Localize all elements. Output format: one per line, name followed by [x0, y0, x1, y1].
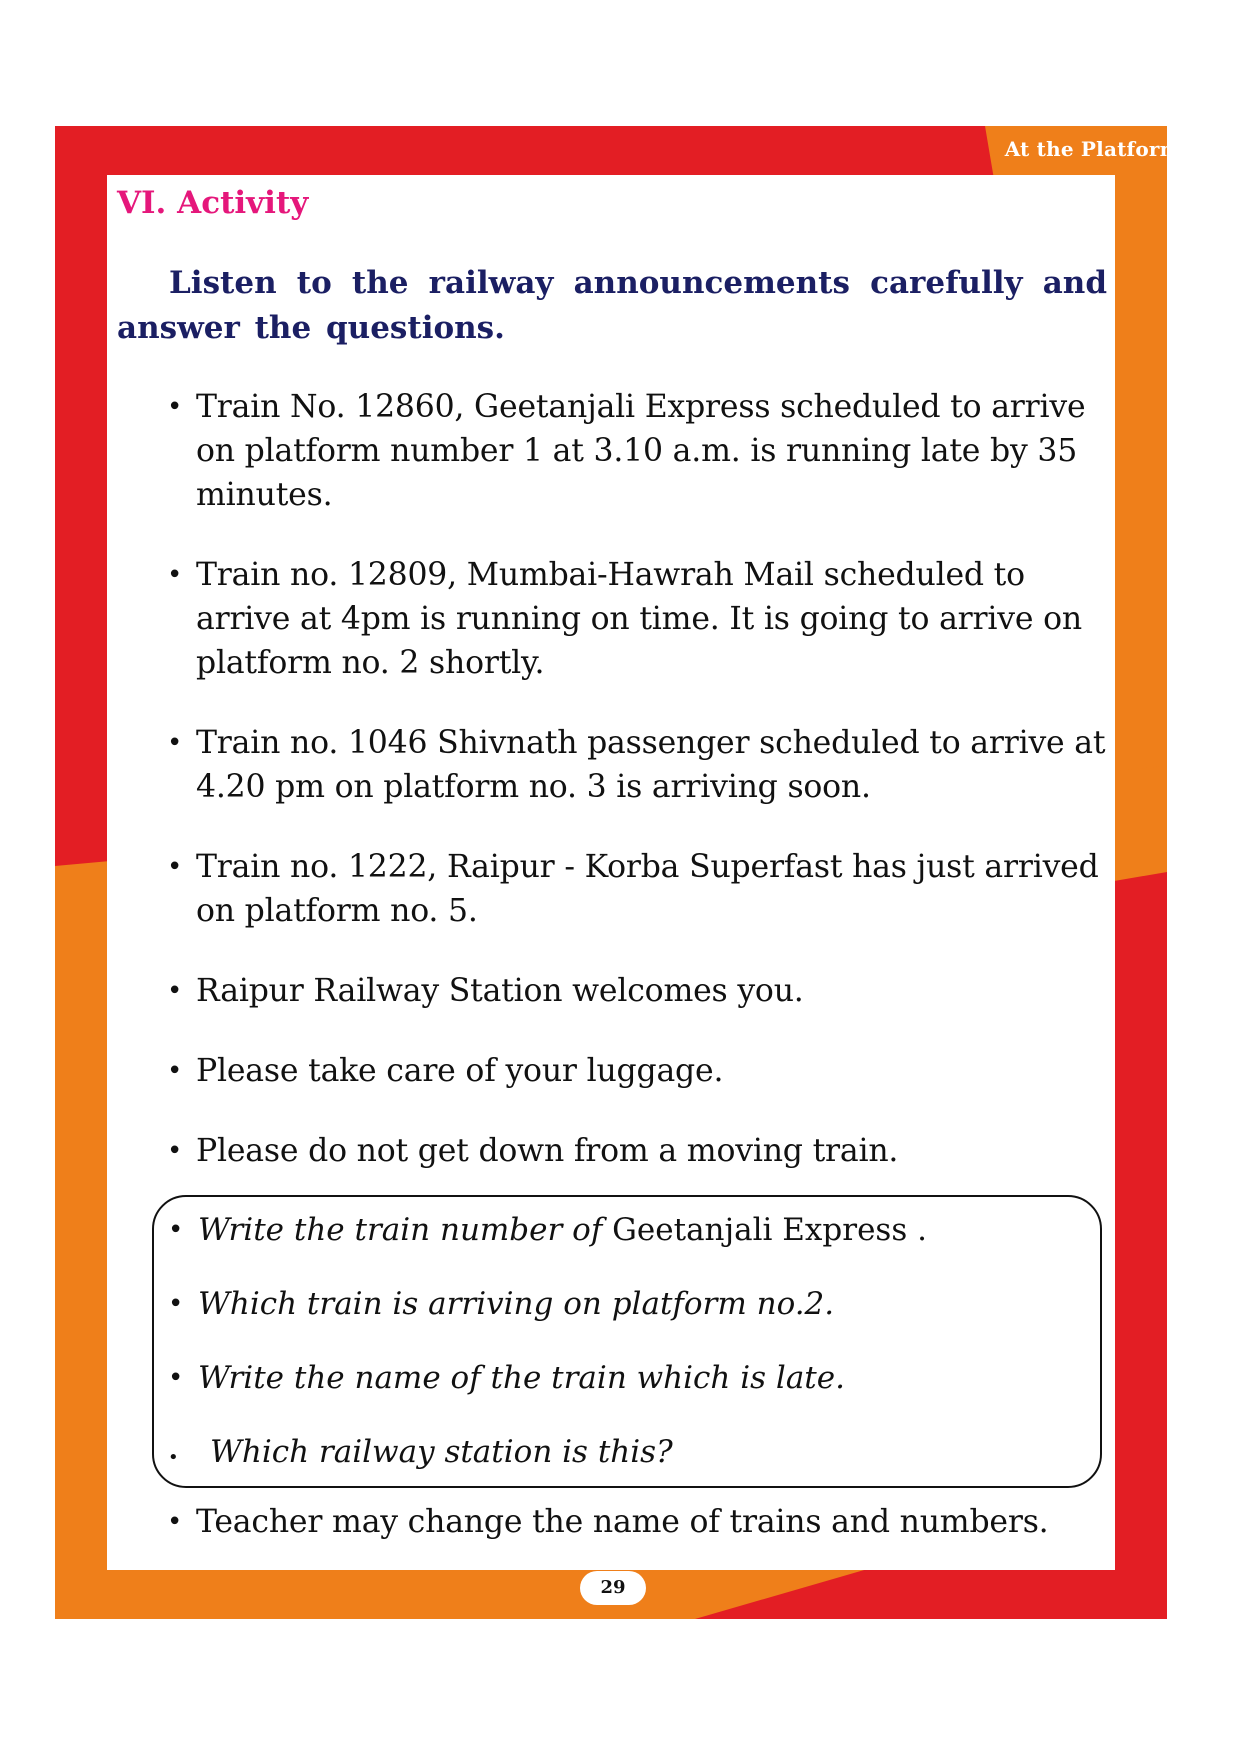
chapter-title: At the Platform — [1004, 137, 1181, 161]
question-item — [168, 1356, 1088, 1430]
bullet-icon: • — [167, 976, 183, 1006]
announcement-text: Train No. 12860, Geetanjali Express scheduled to arrive on platform number 1 at 3.10 a.m. is running late by 35 minutes. — [196, 389, 1086, 513]
question-text: Which railway station is this? — [210, 1434, 673, 1470]
announcement-text: Raipur Railway Station welcomes you. — [196, 973, 804, 1009]
announcement-text: Train no. 1046 Shivnath passenger scheduled to arrive at 4.20 pm on platform no. 3 is arriving soon. — [196, 725, 1106, 805]
bullet-icon: • — [167, 560, 183, 590]
section-title: VI. Activity — [117, 185, 309, 221]
question-list — [168, 1208, 1088, 1504]
announcement-item — [167, 1129, 1117, 1173]
bullet-icon: • — [167, 728, 183, 758]
activity-instruction: Listen to the railway announcements carefully and answer the questions. — [117, 265, 1107, 346]
announcement-text: Please take care of your luggage. — [196, 1053, 724, 1089]
announcement-item — [167, 553, 1117, 685]
announcement-item — [167, 969, 1117, 1013]
question-text: Write the train number of — [198, 1212, 603, 1248]
questions-box — [152, 1195, 1102, 1488]
question-text: Which train is arriving on platform no.2. — [198, 1286, 835, 1322]
teacher-note-text: Teacher may change the name of trains and numbers. — [196, 1504, 1049, 1540]
announcement-text: Train no. 12809, Mumbai-Hawrah Mail scheduled to arrive at 4pm is running on time. It is going to arrive on platform no. 2 shortly. — [196, 557, 1082, 681]
announcement-list — [167, 385, 1117, 1209]
bullet-icon: • — [167, 1507, 183, 1537]
question-subject: Geetanjali Express . — [602, 1212, 927, 1248]
content-panel — [107, 175, 1115, 1570]
bullet-icon: • — [167, 1136, 183, 1166]
teacher-note — [167, 1500, 1146, 1544]
bullet-icon: • — [168, 1289, 184, 1319]
bullet-icon: • — [167, 852, 183, 882]
question-item — [168, 1282, 1088, 1356]
bullet-icon: • — [168, 1215, 184, 1245]
announcement-text: Train no. 1222, Raipur - Korba Superfast has just arrived on platform no. 5. — [196, 849, 1099, 929]
bullet-icon: • — [167, 392, 183, 422]
announcement-item — [167, 845, 1117, 933]
question-item — [168, 1208, 1088, 1282]
bullet-icon: • — [168, 1363, 184, 1393]
announcement-item — [167, 1049, 1117, 1093]
announcement-item — [167, 385, 1117, 517]
page-number: 29 — [580, 1571, 646, 1605]
announcement-text: Please do not get down from a moving train. — [196, 1133, 899, 1169]
bullet-icon: • — [168, 1447, 179, 1468]
bullet-icon: • — [167, 1056, 183, 1086]
question-item — [168, 1430, 1088, 1504]
announcement-item — [167, 721, 1117, 809]
question-text: Write the name of the train which is late. — [198, 1360, 845, 1396]
